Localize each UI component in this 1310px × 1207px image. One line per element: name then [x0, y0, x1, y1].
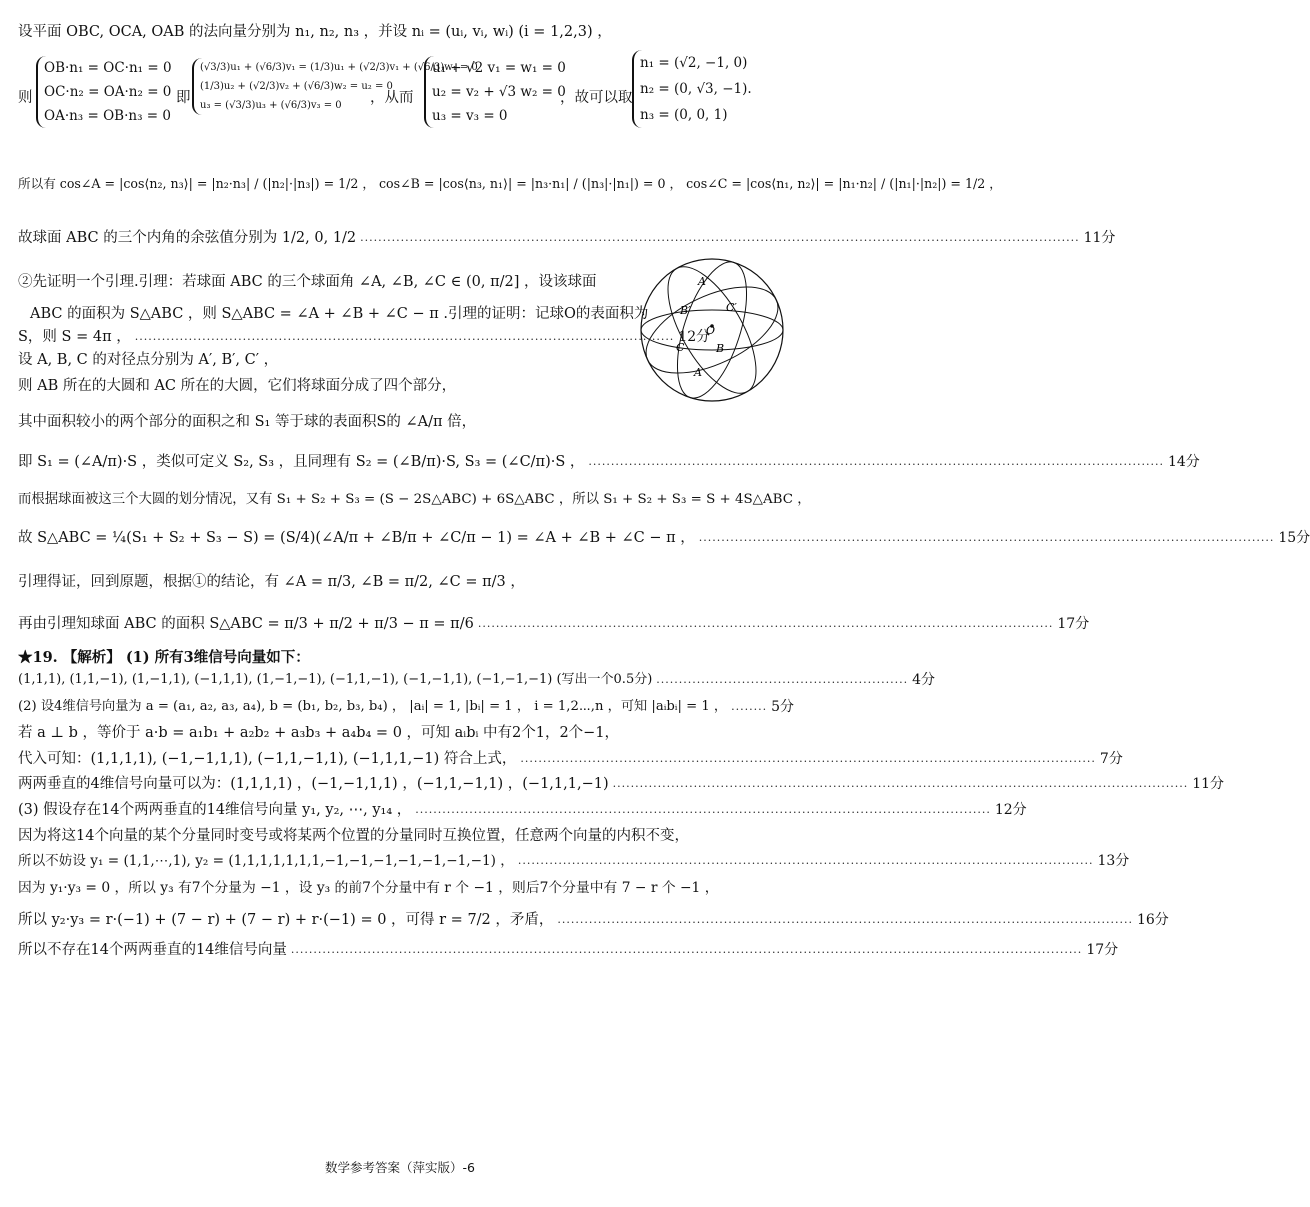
antipodal-line: 设 A, B, C 的对径点分别为 A′, B′, C′ ，	[18, 352, 279, 368]
partition-line: 而根据球面被这三个大圆的划分情况，又有 S₁ + S₂ + S₃ = (S − 2S△ABC) + 6S△ABC ，所以 S₁ + S₂ + S₃ = S + 4S△ABC ，	[18, 492, 811, 507]
score-line-16: 所以 y₂·y₃ = r·(−1) + (7 − r) + (7 − r) + r·(−1) = 0 ，可得 r = 7/2 ，矛盾， ................................................................................................................................ 16分	[18, 912, 1169, 928]
system-row: u₁ + √2 v₁ = w₁ = 0	[432, 60, 566, 76]
score-line-17a: 再由引理知球面 ABC 的面积 S△ABC = π/3 + π/2 + π/3 − π = π/6 ................................................................................................................................ 17分	[18, 616, 1090, 632]
invariance-line: 因为将这14个向量的某个分量同时变号或将某两个位置的分量同时互换位置，任意两个向量的内积不变，	[18, 828, 689, 844]
score-line-17b: 所以不存在14个两两垂直的14维信号向量 ................................................................................................................................................................................ 17分	[18, 942, 1119, 958]
score-line-4: (1,1,1), (1,1,−1), (1,−1,1), (−1,1,1), (1,−1,−1), (−1,1,−1), (−1,−1,1), (−1,−1,−1) (写出一个0.5分) ........................................................ 4分	[18, 672, 936, 688]
score-line-13: 所以不妨设 y₁ = (1,1,⋯,1), y₂ = (1,1,1,1,1,1,1,−1,−1,−1,−1,−1,−1,−1) ， ................................................................................................................................ 13分	[18, 853, 1130, 869]
that-is-label: 即	[176, 90, 191, 106]
system-row: n₂ = (0, √3, −1).	[640, 81, 752, 97]
score-line-12b: (3) 假设存在14个两两垂直的14维信号向量 y₁, y₂, ⋯, y₁₄ ， ................................................................................................................................ 12分	[18, 802, 1027, 818]
score-line-12: S，则 S = 4π ， ........................................................................................................................ 12分	[18, 329, 711, 345]
system-row: n₃ = (0, 0, 1)	[640, 107, 728, 123]
y3-components-line: 因为 y₁·y₃ = 0 ，所以 y₃ 有7个分量为 −1 ，设 y₃ 的前7个分量中有 r 个 −1 ，则后7个分量中有 7 − r 个 −1 ，	[18, 880, 719, 896]
system-row: n₁ = (√2, −1, 0)	[640, 55, 748, 71]
score-line-5: (2) 设4维信号向量为 a = (a₁, a₂, a₃, a₄), b = (b₁, b₂, b₃, b₄) ， |aᵢ| = 1, |bᵢ| = 1 ， i = 1,2⋯,n ，可知 |aᵢbᵢ| = 1 ， ........ 5分	[18, 699, 794, 715]
score-line-15: 故 S△ABC = ¼(S₁ + S₂ + S₃ − S) = (S/4)(∠A/π + ∠B/π + ∠C/π − 1) = ∠A + ∠B + ∠C − π ， ................................................................................................................................ 15分	[18, 530, 1310, 546]
normal-vectors-choice	[632, 50, 752, 128]
score-line-7: 代入可知：(1,1,1,1), (−1,−1,1,1), (−1,1,−1,1), (−1,1,1,−1) 符合上式， ................................................................................................................................ 7分	[18, 751, 1123, 767]
system-row: OB·n₁ = OC·n₁ = 0	[44, 60, 172, 76]
question-19-heading: ★19. 【解析】 (1) 所有3维信号向量如下：	[18, 649, 310, 666]
label-b-prime: B′	[680, 304, 691, 317]
label-a-prime: A′	[698, 275, 709, 288]
orthogonal-condition-line: 若 a ⊥ b ，等价于 a·b = a₁b₁ + a₂b₂ + a₃b₃ + a₄b₄ = 0 ，可知 aᵢbᵢ 中有2个1，2个−1，	[18, 725, 620, 741]
label-o: O	[706, 324, 716, 337]
reduced-system	[424, 56, 566, 128]
score-line-11: 故球面 ABC 的三个内角的余弦值分别为 1/2, 0, 1/2 ................................................................................................................................................................ 11分	[18, 230, 1116, 246]
label-b: B	[716, 342, 725, 355]
area-ratio-line: 其中面积较小的两个部分的面积之和 S₁ 等于球的表面积S的 ∠A/π 倍，	[18, 414, 477, 430]
score-line-14: 即 S₁ = (∠A/π)·S ，类似可定义 S₂, S₃ ，且同理有 S₂ = (∠B/π)·S, S₃ = (∠C/π)·S ， ................................................................................................................................ 14分	[18, 454, 1200, 470]
system-row: u₃ = (√3/3)u₃ + (√6/3)v₃ = 0	[200, 100, 342, 111]
lemma-proved-line: 引理得证，回到原题，根据①的结论，有 ∠A = π/3, ∠B = π/2, ∠C = π/3 ，	[18, 574, 525, 590]
orthogonality-system	[36, 56, 172, 128]
vector-setup-line: 设平面 OBC, OCA, OAB 的法向量分别为 n₁, n₂, n₃ ，并设 nᵢ = (uᵢ, vᵢ, wᵢ) (i = 1,2,3) ，	[18, 24, 612, 40]
label-c-prime: C′	[726, 301, 737, 314]
page-footer: 数学参考答案（萍实版）-6	[325, 1160, 475, 1175]
take-label: ，故可以取	[560, 90, 633, 106]
system-row: u₂ = v₂ + √3 w₂ = 0	[432, 84, 566, 100]
score-line-11b: 两两垂直的4维信号向量可以为：(1,1,1,1) ，(−1,−1,1,1) ，(−1,1,−1,1) ，(−1,1,1,−1) ................................................................................................................................ 11分	[18, 776, 1225, 792]
cosine-line: 所以有 cos∠A = |cos⟨n₂, n₃⟩| = |n₂·n₃| / (|n₂|·|n₃|) = 1/2 ， cos∠B = |cos⟨n₃, n₁⟩| = |n₃·n₁| / (|n₃|·|n₁|) = 0 ， cos∠C = |cos⟨n₁, n₂⟩| = |n₁·n₂| / (|n₁|·|n₂|) = 1/2 ，	[18, 176, 1002, 191]
label-c: C	[676, 341, 685, 354]
system-row: u₃ = v₃ = 0	[432, 108, 508, 124]
system-row: (√3/3)u₁ + (√6/3)v₁ = (1/3)u₁ + (√2/3)v₁ + (√6/3)w₁ = 0	[200, 62, 478, 73]
lemma-area-line: ABC 的面积为 S△ABC ，则 S△ABC = ∠A + ∠B + ∠C − π .引理的证明：记球O的表面积为	[30, 306, 649, 322]
system-row: OA·n₃ = OB·n₃ = 0	[44, 108, 171, 124]
lemma-statement: ②先证明一个引理.引理：若球面 ABC 的三个球面角 ∠A, ∠B, ∠C ∈ (0, π/2] ，设该球面	[18, 274, 597, 290]
system-row: (1/3)u₂ + (√2/3)v₂ + (√6/3)w₂ = u₂ = 0	[200, 81, 393, 92]
great-circles-line: 则 AB 所在的大圆和 AC 所在的大圆，它们将球面分成了四个部分，	[18, 378, 457, 394]
label-a: A	[694, 366, 702, 379]
then-label: 则	[18, 90, 33, 106]
system-row: OC·n₂ = OA·n₂ = 0	[44, 84, 172, 100]
hence-label: ，从而	[370, 90, 414, 106]
